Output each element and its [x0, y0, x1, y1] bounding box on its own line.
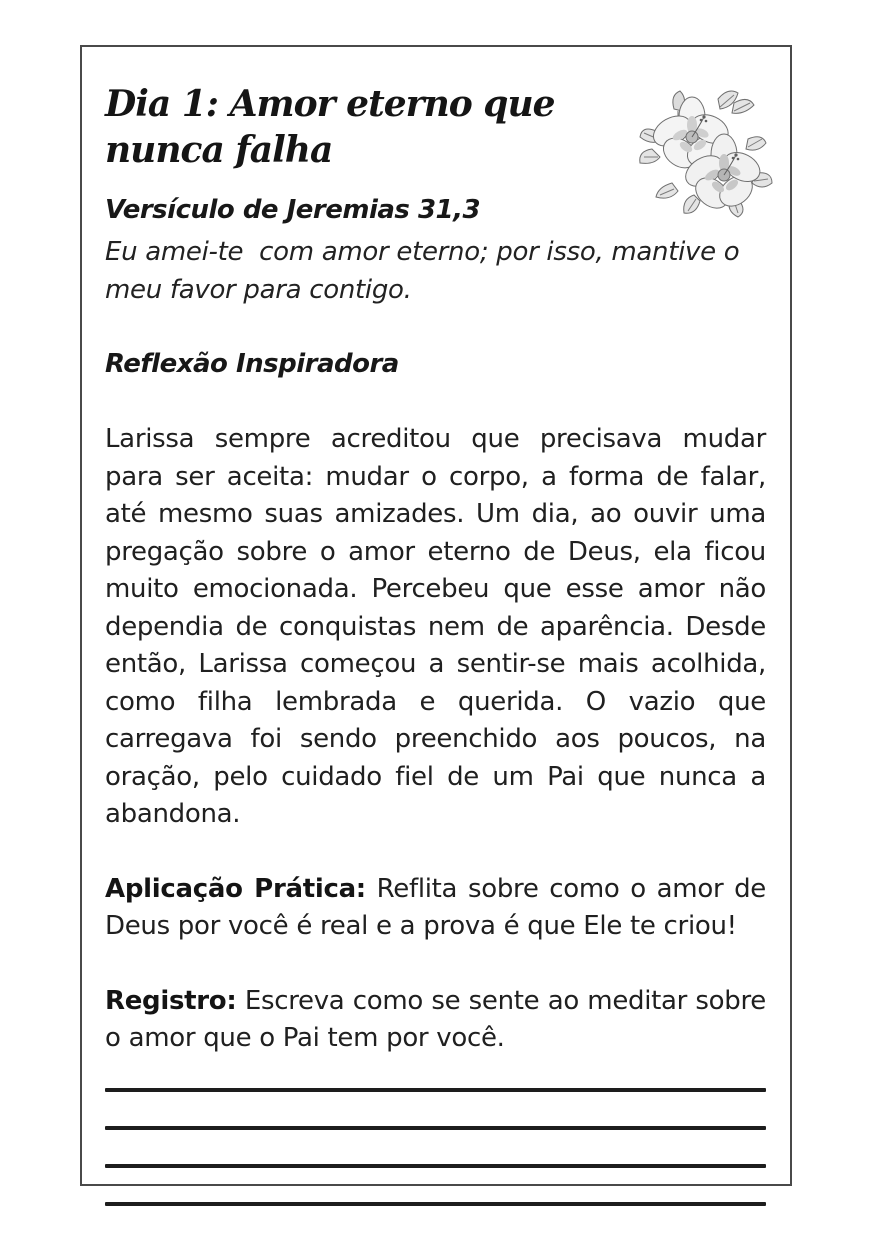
application-text: Reflita sobre como o amor de Deus por você é real e a prova é que Ele te criou! [105, 873, 766, 941]
flower-illustration-icon [630, 87, 782, 219]
page-content [82, 81, 790, 1218]
reflection-heading: Reflexão Inspiradora [105, 349, 399, 379]
register-label: Registro: [105, 985, 237, 1016]
writing-line [105, 1088, 766, 1092]
application-paragraph [105, 871, 766, 946]
page-border-box [80, 45, 792, 1186]
writing-lines [105, 1088, 766, 1206]
application-label: Aplicação Prática: [105, 873, 366, 904]
reflection-text: Larissa sempre acreditou que precisava mudar para ser aceita: mudar o corpo, a forma de falar, até mesmo suas amizades. Um dia, ao ouvir uma pregação sobre o amor eterno de Deus, ela ficou muito emocionada. Percebeu que esse amor não dependia de conquistas nem de aparência. Desde então, Larissa começou a sentir-se mais acolhida, como filha lembrada e querida. O vazio que carregava foi sendo preenchido aos poucos, na oração, pelo cuidado fiel de um Pai que nunca a abandona. [105, 424, 766, 829]
register-text: Escreva como se sente ao meditar sobre o amor que o Pai tem por você. [105, 985, 766, 1053]
writing-line [105, 1164, 766, 1168]
page-title: Dia 1: Amor eterno que nunca falha [105, 83, 555, 171]
writing-line [105, 1202, 766, 1206]
register-paragraph [105, 983, 766, 1058]
writing-line [105, 1126, 766, 1130]
verse-heading: Versículo de Jeremias 31,3 [105, 195, 481, 225]
verse-text: Eu amei-te com amor eterno; por isso, mantive o meu favor para contigo. [105, 237, 748, 305]
